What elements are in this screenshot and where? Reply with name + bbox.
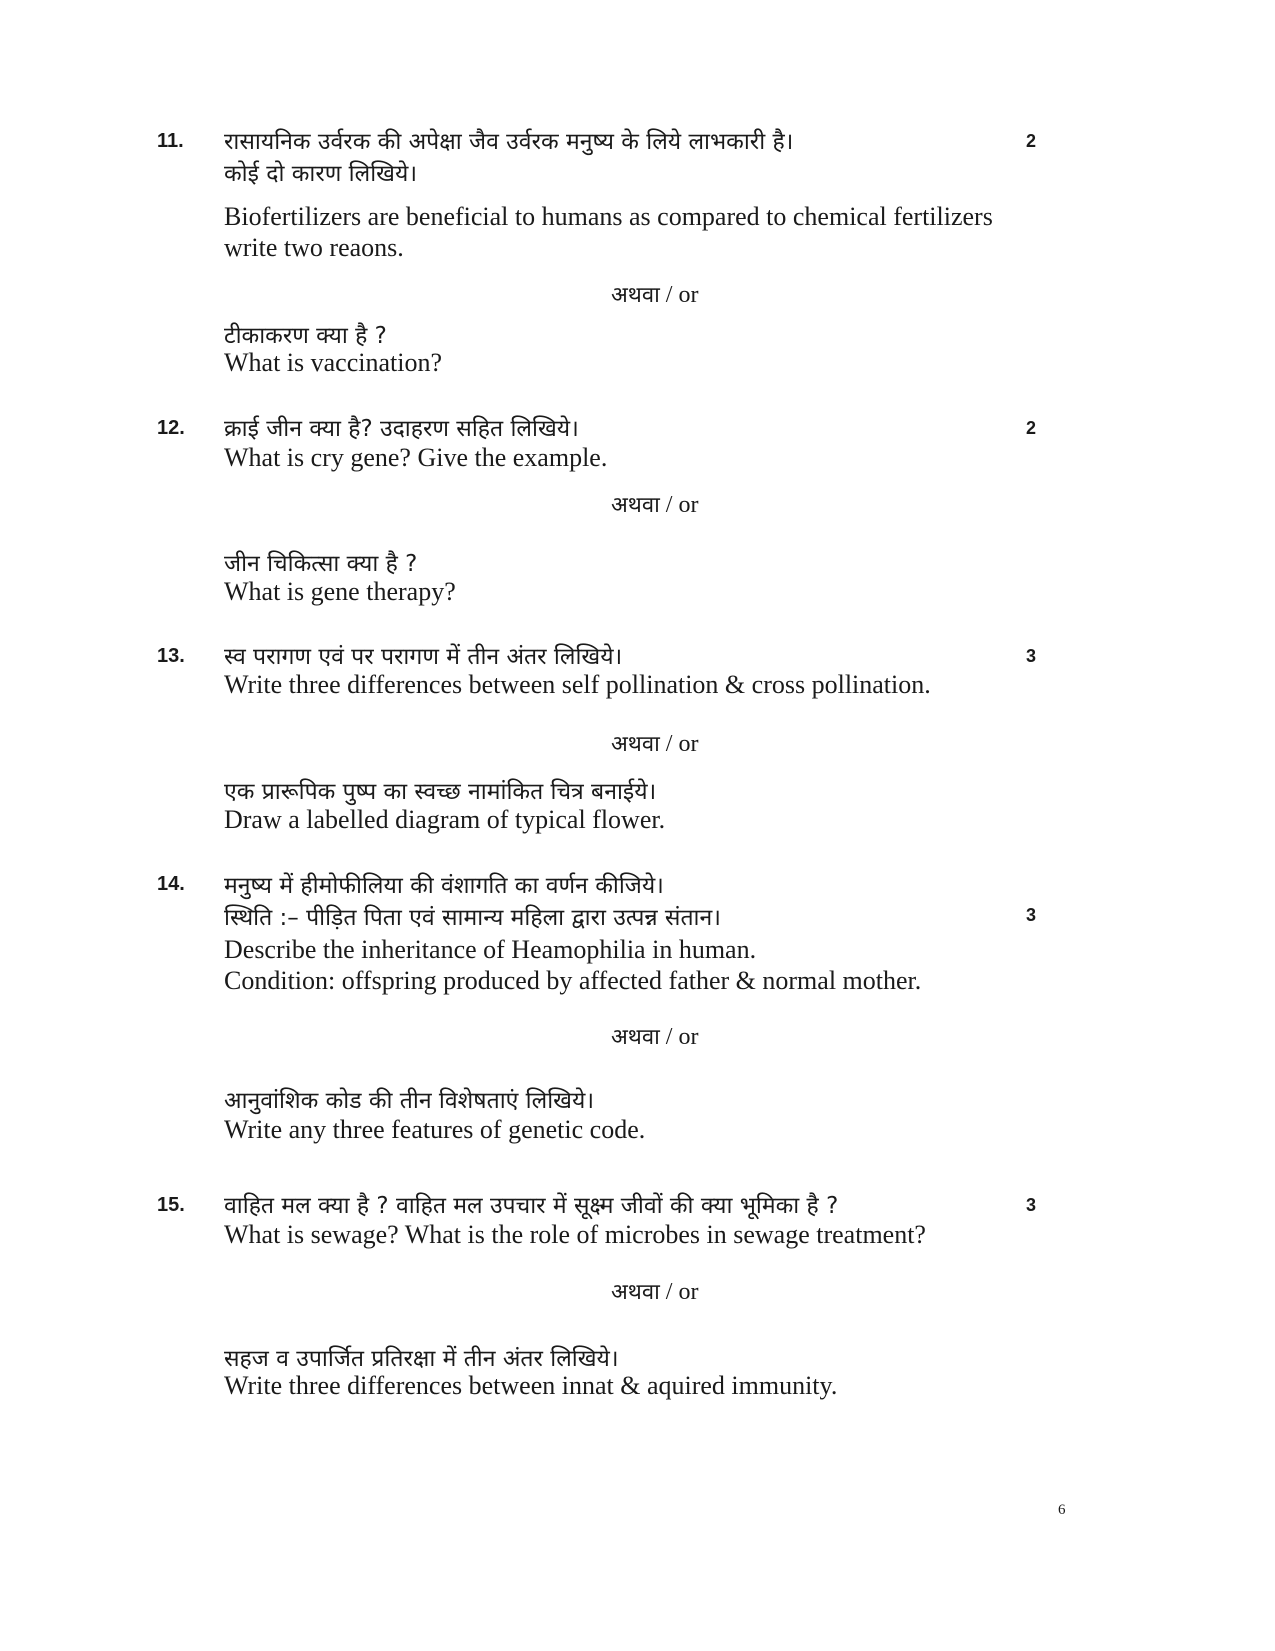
- or-separator: अथवा / or: [611, 731, 699, 757]
- or-english: or: [678, 731, 699, 757]
- alternative-text-english: Write three differences between innat & aquired immunity.: [224, 1371, 838, 1400]
- question-marks: 3: [1026, 905, 1037, 925]
- alternative-text-english: Write any three features of genetic code.: [224, 1115, 646, 1144]
- question-marks: 2: [1026, 131, 1037, 151]
- question-text-english: Write three differences between self pollination & cross pollination.: [224, 670, 931, 699]
- alternative-text-english: What is gene therapy?: [224, 577, 456, 606]
- question-text-hindi: मनुष्य में हीमोफीलिया की वंशागति का वर्णन कीजिये।: [224, 873, 664, 899]
- question-marks: 3: [1026, 646, 1037, 666]
- question-number: 11.: [157, 130, 184, 152]
- page-number: 6: [1058, 1502, 1066, 1518]
- question-text-english: write two reaons.: [224, 233, 404, 262]
- or-separator: अथवा / or: [611, 492, 699, 518]
- or-separator: अथवा / or: [611, 282, 699, 308]
- or-english: or: [678, 282, 699, 308]
- question-text-english: What is sewage? What is the role of microbes in sewage treatment?: [224, 1220, 926, 1249]
- question-text-english: Condition: offspring produced by affected father & normal mother.: [224, 966, 922, 995]
- or-hindi: अथवा: [611, 732, 660, 757]
- alternative-text-hindi: आनुवांशिक कोड की तीन विशेषताएं लिखिये।: [224, 1088, 595, 1114]
- question-number: 14.: [157, 873, 185, 895]
- or-separator: अथवा / or: [611, 1279, 699, 1305]
- question-marks: 2: [1026, 418, 1037, 438]
- question-number: 12.: [157, 417, 185, 439]
- or-hindi: अथवा: [611, 493, 660, 518]
- or-separator: अथवा / or: [611, 1024, 699, 1050]
- question-text-hindi: स्व परागण एवं पर परागण में तीन अंतर लिखिये।: [224, 644, 623, 670]
- or-hindi: अथवा: [611, 283, 660, 308]
- or-english: or: [678, 1024, 699, 1050]
- question-number: 15.: [157, 1194, 185, 1216]
- question-text-hindi: स्थिति :– पीड़ित पिता एवं सामान्य महिला द्वारा उत्पन्न संतान।: [224, 905, 722, 931]
- alternative-text-english: Draw a labelled diagram of typical flower.: [224, 805, 666, 834]
- alternative-text-hindi: सहज व उपार्जित प्रतिरक्षा में तीन अंतर लिखिये।: [224, 1346, 619, 1372]
- alternative-text-english: What is vaccination?: [224, 348, 443, 377]
- question-text-hindi: वाहित मल क्या है ? वाहित मल उपचार में सूक्ष्म जीवों की क्या भूमिका है ?: [224, 1193, 839, 1219]
- question-text-english: Biofertilizers are beneficial to humans as compared to chemical fertilizers: [224, 202, 993, 231]
- alternative-text-hindi: जीन चिकित्सा क्या है ?: [224, 551, 418, 577]
- question-number: 13.: [157, 645, 185, 667]
- question-text-hindi: रासायनिक उर्वरक की अपेक्षा जैव उर्वरक मनुष्य के लिये लाभकारी है।: [224, 129, 794, 155]
- or-english: or: [678, 1279, 699, 1305]
- or-hindi: अथवा: [611, 1280, 660, 1305]
- question-text-hindi: कोई दो कारण लिखिये।: [224, 161, 418, 187]
- question-text-english: Describe the inheritance of Heamophilia in human.: [224, 935, 757, 964]
- or-english: or: [678, 492, 699, 518]
- alternative-text-hindi: टीकाकरण क्या है ?: [224, 323, 387, 349]
- question-text-hindi: क्राई जीन क्या है? उदाहरण सहित लिखिये।: [224, 416, 579, 442]
- question-marks: 3: [1026, 1195, 1037, 1215]
- question-text-english: What is cry gene? Give the example.: [224, 443, 608, 472]
- or-hindi: अथवा: [611, 1025, 660, 1050]
- alternative-text-hindi: एक प्रारूपिक पुष्प का स्वच्छ नामांकित चित्र बनाईये।: [224, 779, 657, 805]
